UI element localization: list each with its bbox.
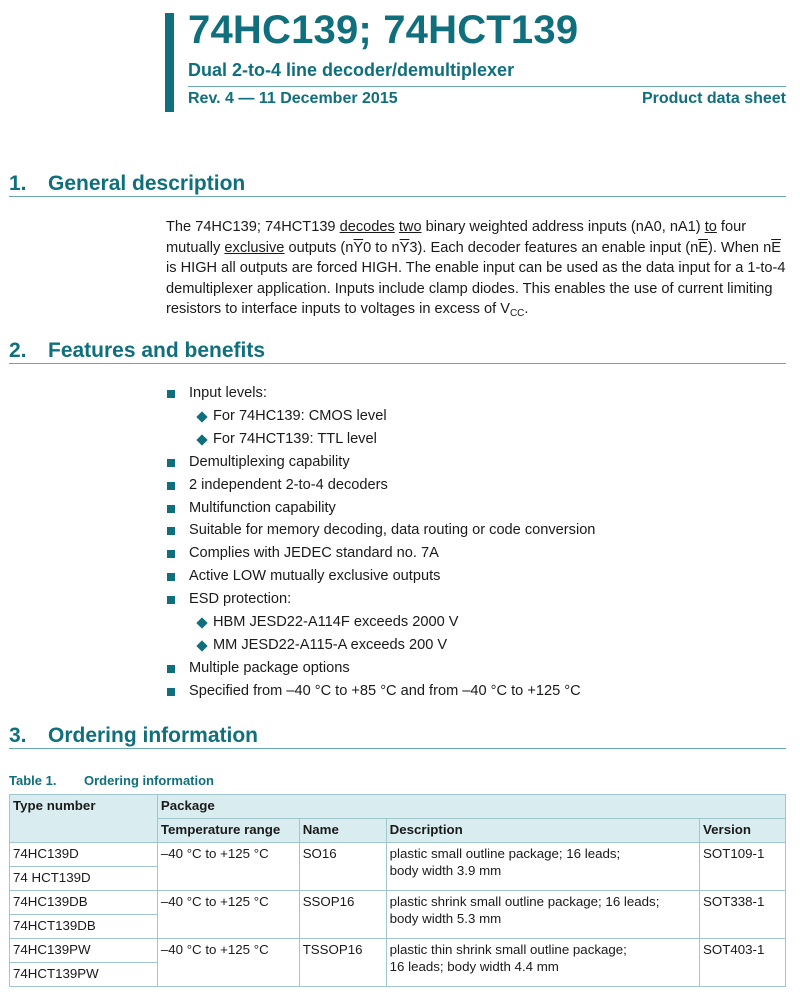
feature-item: Complies with JEDEC standard no. 7A — [189, 545, 439, 562]
type-number-cell: 74HCT139PW — [10, 963, 158, 987]
table-caption — [9, 773, 214, 788]
section-title: General description — [48, 172, 246, 195]
ordering-table-body — [10, 843, 786, 987]
square-bullet-icon — [167, 573, 175, 581]
temperature-cell: –40 °C to +125 °C — [157, 939, 299, 987]
table-row — [10, 939, 786, 963]
header-type-number: Type number — [10, 795, 158, 843]
square-bullet-icon — [167, 550, 175, 558]
feature-item: Multiple package options — [189, 659, 350, 676]
package-name-cell: SO16 — [299, 843, 386, 891]
diamond-bullet-icon — [196, 411, 207, 422]
feature-item: Input levels: — [189, 385, 267, 401]
section-number: 3. — [9, 724, 27, 747]
table-row — [10, 843, 786, 867]
section-number: 2. — [9, 339, 27, 362]
feature-item: 2 independent 2-to-4 decoders — [189, 476, 388, 493]
general-description-paragraph: The 74HC139; 74HCT139 decodes two binary weighted address inputs (nA0, nA1) to four mutually exclusive outputs ($n\overline{Y}0$ to $n\overline{Y}3$). Each decoder features an enable input $(n\overline{E})$. When $n\overline{E}$ is HIGH all outputs are forced HIGH. The enable input can be used as the data input for a 1-to-4 demultiplexer application. Inputs include clamp diodes. This enables the use of current limiting resistors to interface inputs to voltages in excess of $V_{CC}$. — [166, 219, 786, 320]
type-number-cell: 74HC139D — [10, 843, 158, 867]
type-number-cell: 74HC139PW — [10, 939, 158, 963]
table-caption-title: Ordering information — [84, 773, 214, 788]
document-type: Product data sheet — [641, 90, 786, 107]
description-cell: plastic small outline package; 16 leads; body width 3.9 mm — [386, 843, 699, 891]
square-bullet-icon — [167, 688, 175, 696]
header-accent-bar — [165, 13, 174, 112]
table-row — [10, 891, 786, 915]
feature-item: For 74HC139: CMOS level — [213, 407, 387, 424]
header-description: Description — [386, 819, 699, 843]
temperature-cell: –40 °C to +125 °C — [157, 891, 299, 939]
diamond-bullet-icon — [196, 640, 207, 651]
square-bullet-icon — [167, 390, 175, 398]
feature-item: Suitable for memory decoding, data routing or code conversion — [189, 522, 596, 539]
feature-item: ESD protection: — [189, 591, 292, 608]
square-bullet-icon — [167, 505, 175, 513]
section-heading-features — [9, 339, 786, 364]
version-cell: SOT338-1 — [700, 891, 786, 939]
revision-info: Rev. 4 — 11 December 2015 — [188, 90, 398, 107]
description-cell: plastic thin shrink small outline package; 16 leads; body width 4.4 mm — [386, 939, 699, 987]
table-caption-number: Table 1. — [9, 773, 57, 788]
document-subtitle: Dual 2-to-4 line decoder/demultiplexer — [188, 60, 515, 80]
description-cell: plastic shrink small outline package; 16 leads; body width 5.3 mm — [386, 891, 699, 939]
section-number: 1. — [9, 172, 27, 195]
header-version: Version — [700, 819, 786, 843]
feature-item: Active LOW mutually exclusive outputs — [189, 568, 441, 585]
section-title: Ordering information — [48, 724, 258, 747]
version-cell: SOT109-1 — [700, 843, 786, 891]
feature-item: Multifunction capability — [189, 499, 336, 516]
feature-item: Demultiplexing capability — [189, 453, 350, 470]
ordering-table — [9, 794, 786, 987]
diamond-bullet-icon — [196, 617, 207, 628]
header-divider — [188, 86, 786, 87]
header-name: Name — [299, 819, 386, 843]
package-name-cell: SSOP16 — [299, 891, 386, 939]
type-number-cell: 74HCT139DB — [10, 915, 158, 939]
temperature-cell: –40 °C to +125 °C — [157, 843, 299, 891]
section-heading-general-description — [9, 172, 786, 197]
feature-item: For 74HCT139: TTL level — [213, 430, 377, 447]
feature-item: HBM JESD22-A114F exceeds 2000 V — [213, 614, 459, 630]
type-number-cell: 74HC139DB — [10, 891, 158, 915]
package-name-cell: TSSOP16 — [299, 939, 386, 987]
header-package: Package — [157, 795, 785, 819]
square-bullet-icon — [167, 527, 175, 535]
version-cell: SOT403-1 — [700, 939, 786, 987]
feature-item: MM JESD22-A115-A exceeds 200 V — [213, 636, 448, 653]
header-temperature-range: Temperature range — [157, 819, 299, 843]
section-title: Features and benefits — [48, 339, 266, 362]
type-number-cell: 74 HCT139D — [10, 867, 158, 891]
square-bullet-icon — [167, 596, 175, 604]
square-bullet-icon — [167, 482, 175, 490]
square-bullet-icon — [167, 459, 175, 467]
square-bullet-icon — [167, 665, 175, 673]
section-heading-ordering — [9, 724, 786, 749]
diamond-bullet-icon — [196, 434, 207, 445]
document-title: 74HC139; 74HCT139 — [188, 8, 579, 52]
feature-item: Specified from –40 °C to +85 °C and from –40 °C to +125 °C — [189, 682, 581, 699]
